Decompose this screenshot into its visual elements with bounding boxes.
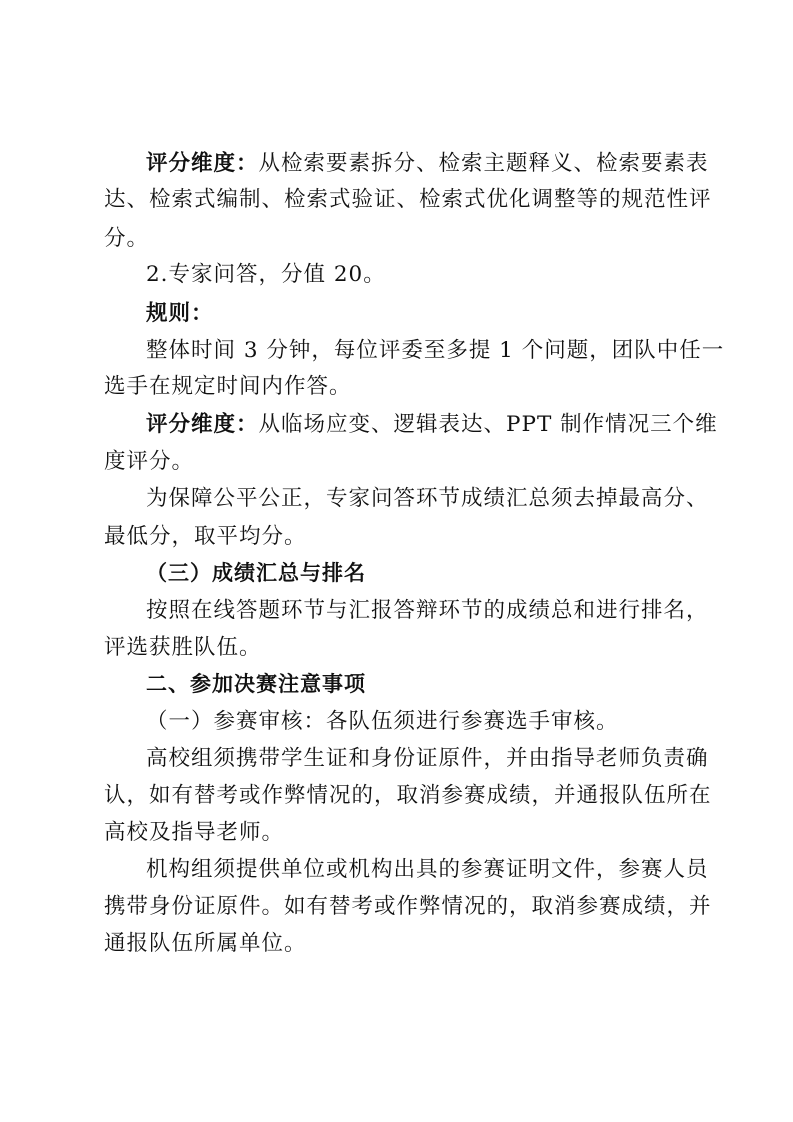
expert-qa-item: 2.专家问答，分值 20。	[146, 262, 386, 287]
scoring-dimension-paragraph-2	[146, 414, 718, 436]
paragraph-line: 认，如有替考或作弊情况的，取消参赛成绩，并通报队伍所在	[104, 783, 712, 808]
paragraph-line: 为保障公平公正，专家问答环节成绩汇总须去掉最高分、	[146, 486, 709, 511]
scoring-dimension-label: 评分维度：	[146, 412, 259, 437]
paragraph-line: 评选获胜队伍。	[104, 635, 262, 660]
paragraph-line: 选手在规定时间内作答。	[104, 374, 352, 399]
paragraph-line: 携带身份证原件。如有替考或作弊情况的，取消参赛成绩，并	[104, 894, 712, 919]
scoring-dimension-paragraph-1	[146, 153, 709, 175]
paragraph-line: 最低分，取平均分。	[104, 524, 307, 549]
section-heading-final-notes: 二、参加决赛注意事项	[146, 672, 366, 696]
paragraph-line: 通报队伍所属单位。	[104, 931, 307, 956]
paragraph-line: 整体时间 3 分钟，每位评委至多提 1 个问题，团队中任一	[146, 338, 725, 363]
paragraph-text: 从检索要素拆分、检索主题释义、检索要素表	[258, 151, 709, 176]
paragraph-text: 从临场应变、逻辑表达、PPT 制作情况三个维	[258, 412, 718, 437]
paragraph-line: 高校组须携带学生证和身份证原件，并由指导老师负责确	[146, 746, 709, 771]
section-heading-score-ranking: （三）成绩汇总与排名	[146, 561, 366, 585]
scoring-dimension-label: 评分维度：	[146, 151, 259, 176]
paragraph-line: 达、检索式编制、检索式验证、检索式优化调整等的规范性评	[104, 187, 712, 212]
paragraph-line: 分。	[104, 226, 150, 251]
paragraph-line: 度评分。	[104, 449, 195, 474]
paragraph-line: 按照在线答题环节与汇报答辩环节的成绩总和进行排名，	[146, 598, 709, 623]
paragraph-line: （一）参赛审核：各队伍须进行参赛选手审核。	[146, 709, 619, 734]
paragraph-line: 机构组须提供单位或机构出具的参赛证明文件，参赛人员	[146, 857, 709, 882]
paragraph-line: 高校及指导老师。	[104, 820, 285, 845]
rules-label: 规则：	[146, 301, 214, 326]
